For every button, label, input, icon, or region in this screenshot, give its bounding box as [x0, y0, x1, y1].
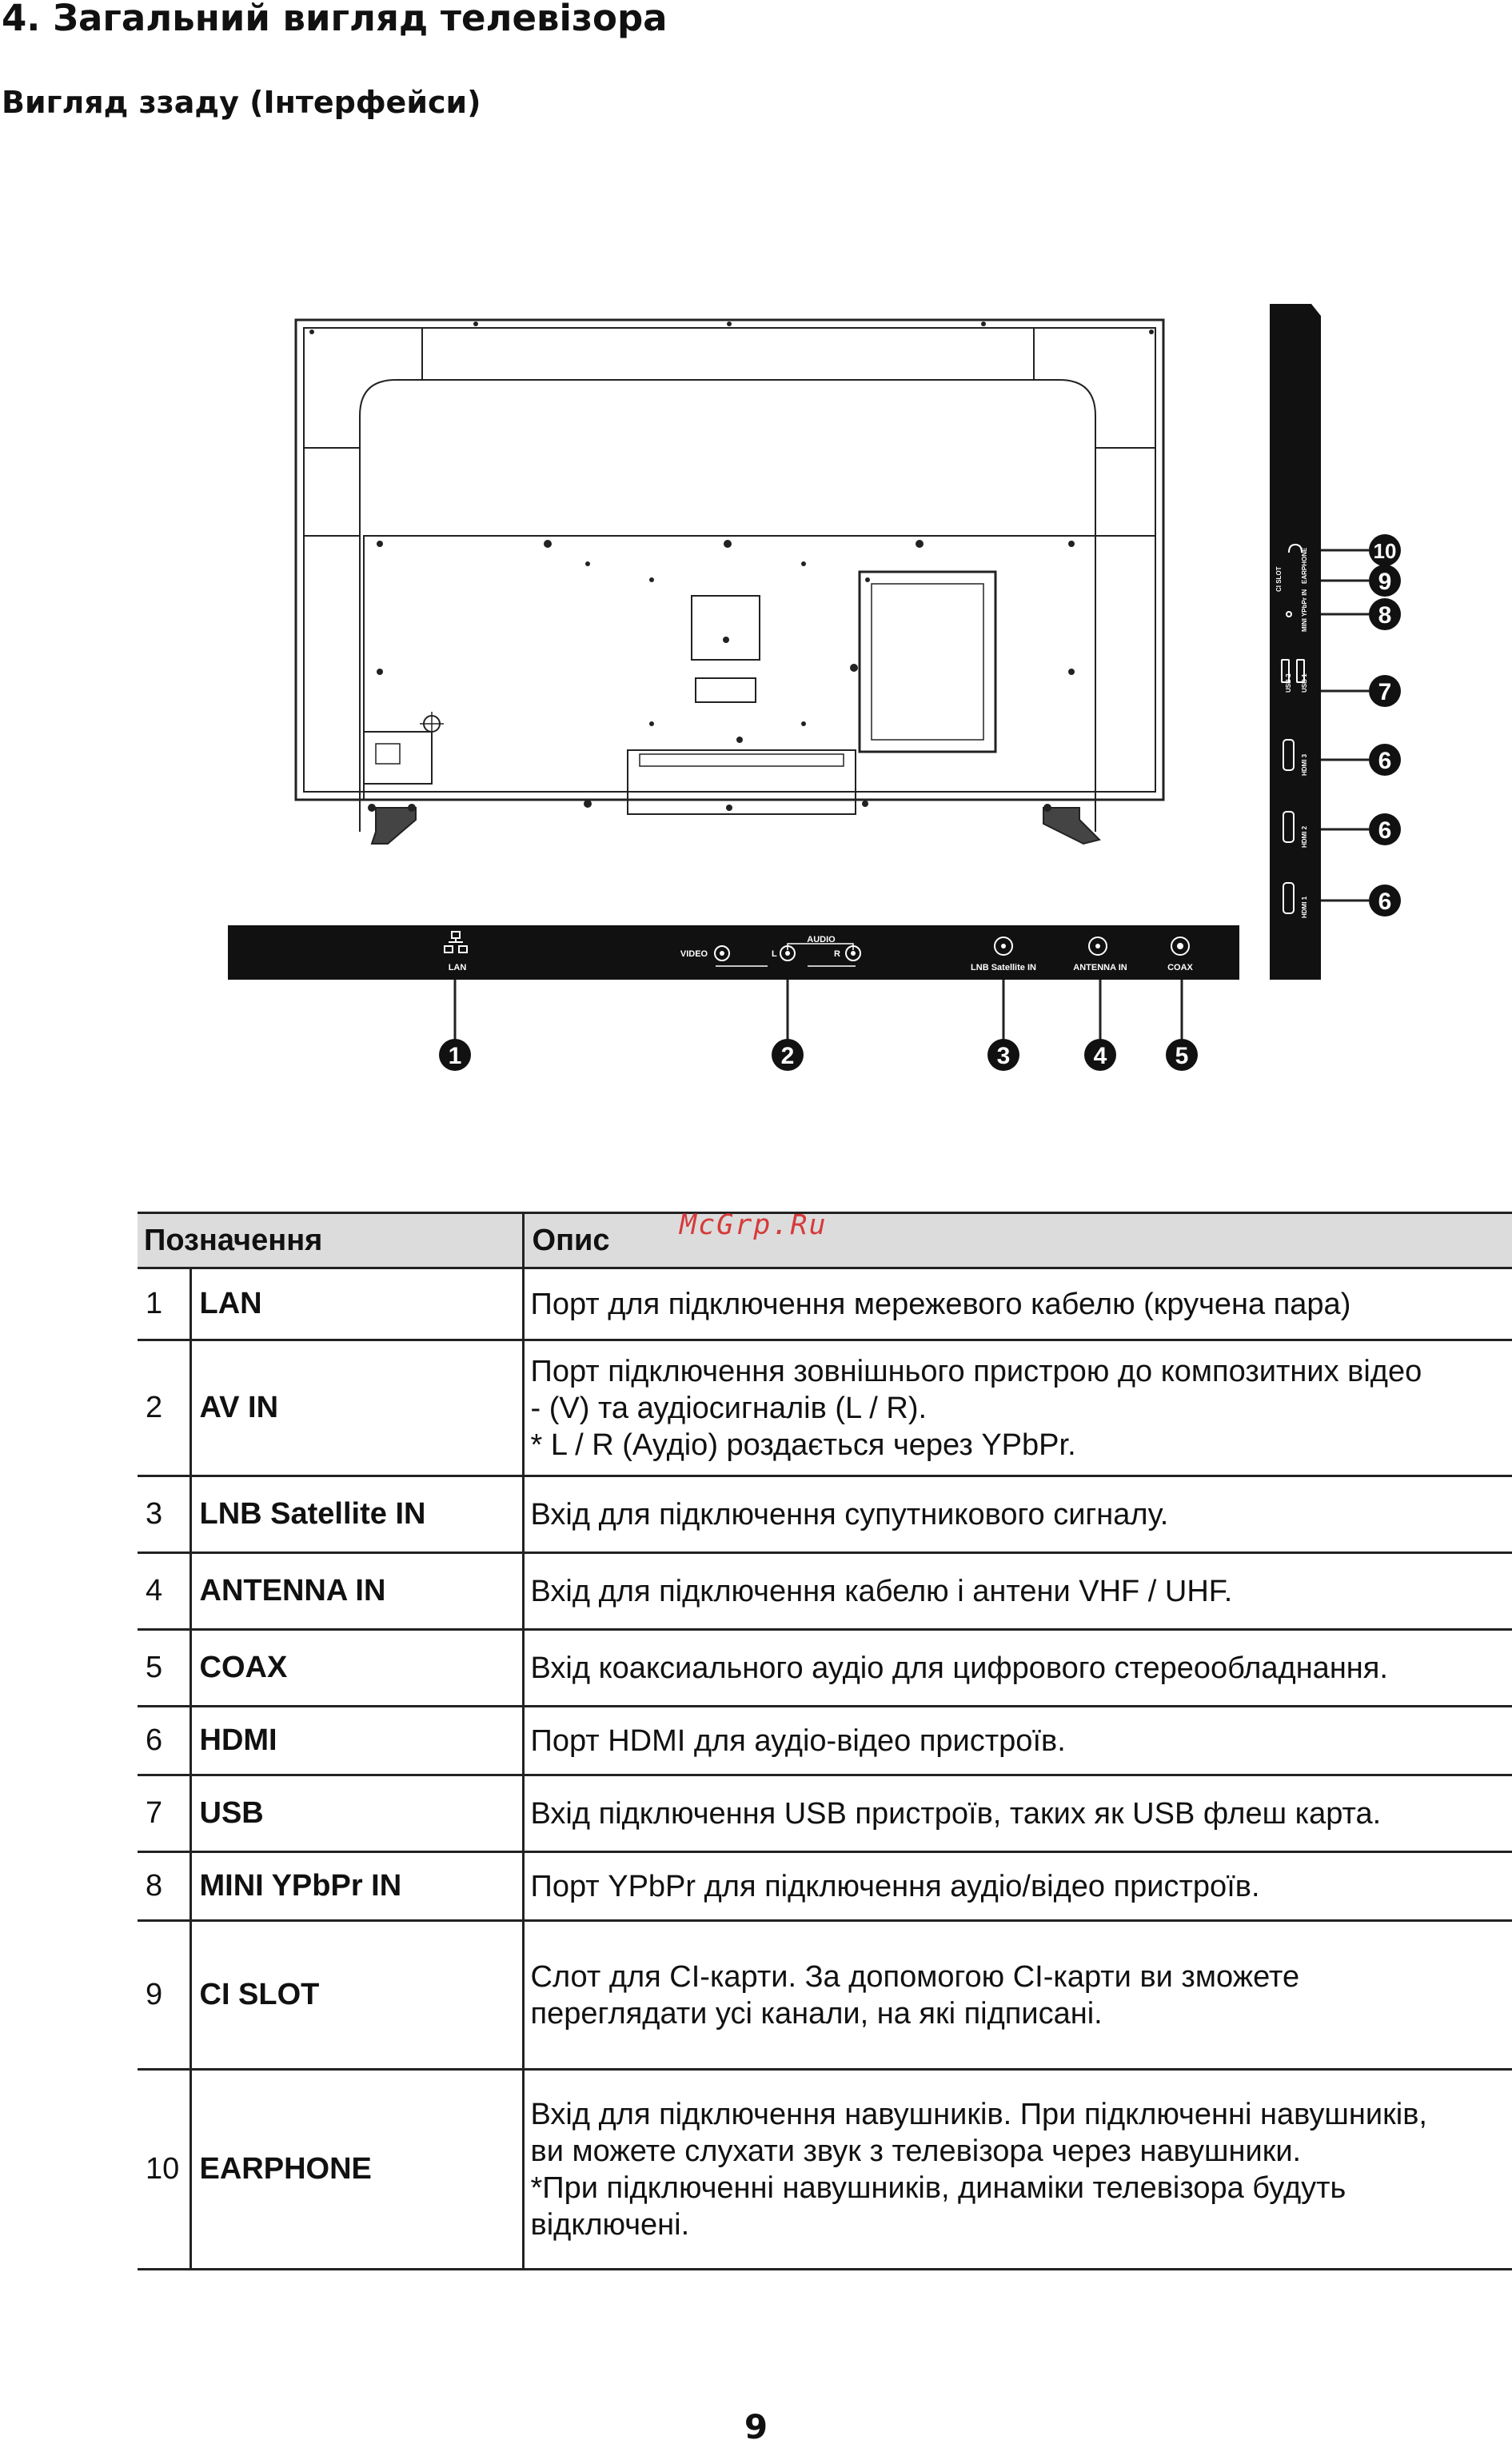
side-connector-panel: [1270, 304, 1321, 980]
row-number: 9: [138, 1921, 190, 2070]
label-usb1: USB 1: [1301, 673, 1308, 693]
table-row: [138, 1268, 1512, 1340]
callout-8: 8: [1378, 602, 1392, 629]
row-description: Порт підключення зовнішнього пристрою до композитних відео - (V) та аудіосигналів (L / R). * L / R (Аудіо) роздається через YPbPr.: [523, 1340, 1512, 1476]
row-label: EARPHONE: [190, 2070, 523, 2270]
callout-9: 9: [1378, 569, 1392, 595]
table-row: [138, 1852, 1512, 1921]
header-label: Позначення: [138, 1213, 523, 1268]
row-number: 3: [138, 1476, 190, 1553]
row-label: CI SLOT: [190, 1921, 523, 2070]
label-hdmi1: HDMI 1: [1301, 896, 1308, 918]
label-hdmi2: HDMI 2: [1301, 825, 1308, 848]
row-label: LAN: [190, 1268, 523, 1340]
side-callouts: [1369, 534, 1401, 917]
callout-7: 7: [1378, 679, 1392, 705]
row-number: 7: [138, 1775, 190, 1852]
label-lnb: LNB Satellite IN: [971, 963, 1036, 972]
label-antenna: ANTENNA IN: [1073, 963, 1127, 972]
row-label: AV IN: [190, 1340, 523, 1476]
callout-2: 2: [780, 1043, 795, 1069]
mounting-holes: [309, 321, 1154, 812]
table-row: [138, 1630, 1512, 1707]
section-subtitle: Вигляд ззаду (Інтерфейси): [2, 85, 481, 120]
row-description: Порт HDMI для аудіо-відео пристроїв.: [523, 1707, 1512, 1775]
row-description: Порт YPbPr для підключення аудіо/відео пристроїв.: [523, 1852, 1512, 1921]
row-label: MINI YPbPr IN: [190, 1852, 523, 1921]
label-audio-r: R: [834, 949, 840, 959]
table-row: [138, 1476, 1512, 1553]
callout-6a: 6: [1378, 748, 1392, 774]
row-description: Вхід підключення USB пристроїв, таких як USB флеш карта.: [523, 1775, 1512, 1852]
callout-6b: 6: [1378, 817, 1392, 844]
row-number: 4: [138, 1553, 190, 1630]
row-label: USB: [190, 1775, 523, 1852]
table-row: [138, 1707, 1512, 1775]
table-row: [138, 1921, 1512, 2070]
page-title: 4. Загальний вигляд телевізора: [2, 0, 668, 39]
callout-3: 3: [996, 1043, 1011, 1069]
table-row: [138, 1340, 1512, 1476]
label-ci-slot: CI SLOT: [1275, 566, 1283, 592]
row-description: Вхід для підключення навушників. При підключенні навушників, ви можете слухати звук з телевізора через навушники. *При підключенні навушників, динаміки телевізора будуть відключені.: [523, 2070, 1512, 2270]
row-number: 6: [138, 1707, 190, 1775]
page-number: 9: [744, 2407, 768, 2446]
row-description: Вхід для підключення супутникового сигналу.: [523, 1476, 1512, 1553]
row-description: Вхід коаксиального аудіо для цифрового стереообладнання.: [523, 1630, 1512, 1707]
row-label: HDMI: [190, 1707, 523, 1775]
row-number: 10: [138, 2070, 190, 2270]
callout-6c: 6: [1378, 889, 1392, 915]
row-number: 5: [138, 1630, 190, 1707]
callout-10: 10: [1373, 539, 1397, 563]
row-label: LNB Satellite IN: [190, 1476, 523, 1553]
label-lan: LAN: [448, 963, 467, 972]
watermark: McGrp.Ru: [680, 1209, 828, 1241]
callout-4: 4: [1093, 1043, 1107, 1069]
table-row: [138, 1553, 1512, 1630]
row-label: ANTENNA IN: [190, 1553, 523, 1630]
label-audio: AUDIO: [807, 935, 836, 944]
header-description: Опис: [523, 1213, 1512, 1268]
table-row: [138, 2070, 1512, 2270]
label-hdmi3: HDMI 3: [1301, 753, 1308, 776]
row-label: COAX: [190, 1630, 523, 1707]
row-description: Слот для CI-карти. За допомогою CI-карти ви зможете переглядати усі канали, на які підписані.: [523, 1921, 1512, 2070]
table-row: [138, 1775, 1512, 1852]
callout-5: 5: [1175, 1043, 1189, 1069]
row-number: 2: [138, 1340, 190, 1476]
callout-1: 1: [448, 1043, 462, 1069]
label-coax: COAX: [1167, 963, 1193, 972]
tv-back-illustration: [296, 320, 1163, 844]
row-number: 8: [138, 1852, 190, 1921]
row-number: 1: [138, 1268, 190, 1340]
label-audio-l: L: [772, 949, 777, 959]
label-earphone: EARPHONE: [1301, 547, 1308, 584]
label-video: VIDEO: [680, 949, 708, 959]
label-usb2: USB 2: [1285, 673, 1292, 693]
label-mini-ypbpr: MINI YPbPr IN: [1301, 589, 1308, 632]
row-description: Порт для підключення мережевого кабелю (кручена пара): [523, 1268, 1512, 1340]
tv-rear-diagram: [0, 296, 1512, 1128]
row-description: Вхід для підключення кабелю і антени VHF / UHF.: [523, 1553, 1512, 1630]
bottom-callouts: [439, 1039, 1198, 1071]
interfaces-table: [138, 1212, 1512, 2270]
